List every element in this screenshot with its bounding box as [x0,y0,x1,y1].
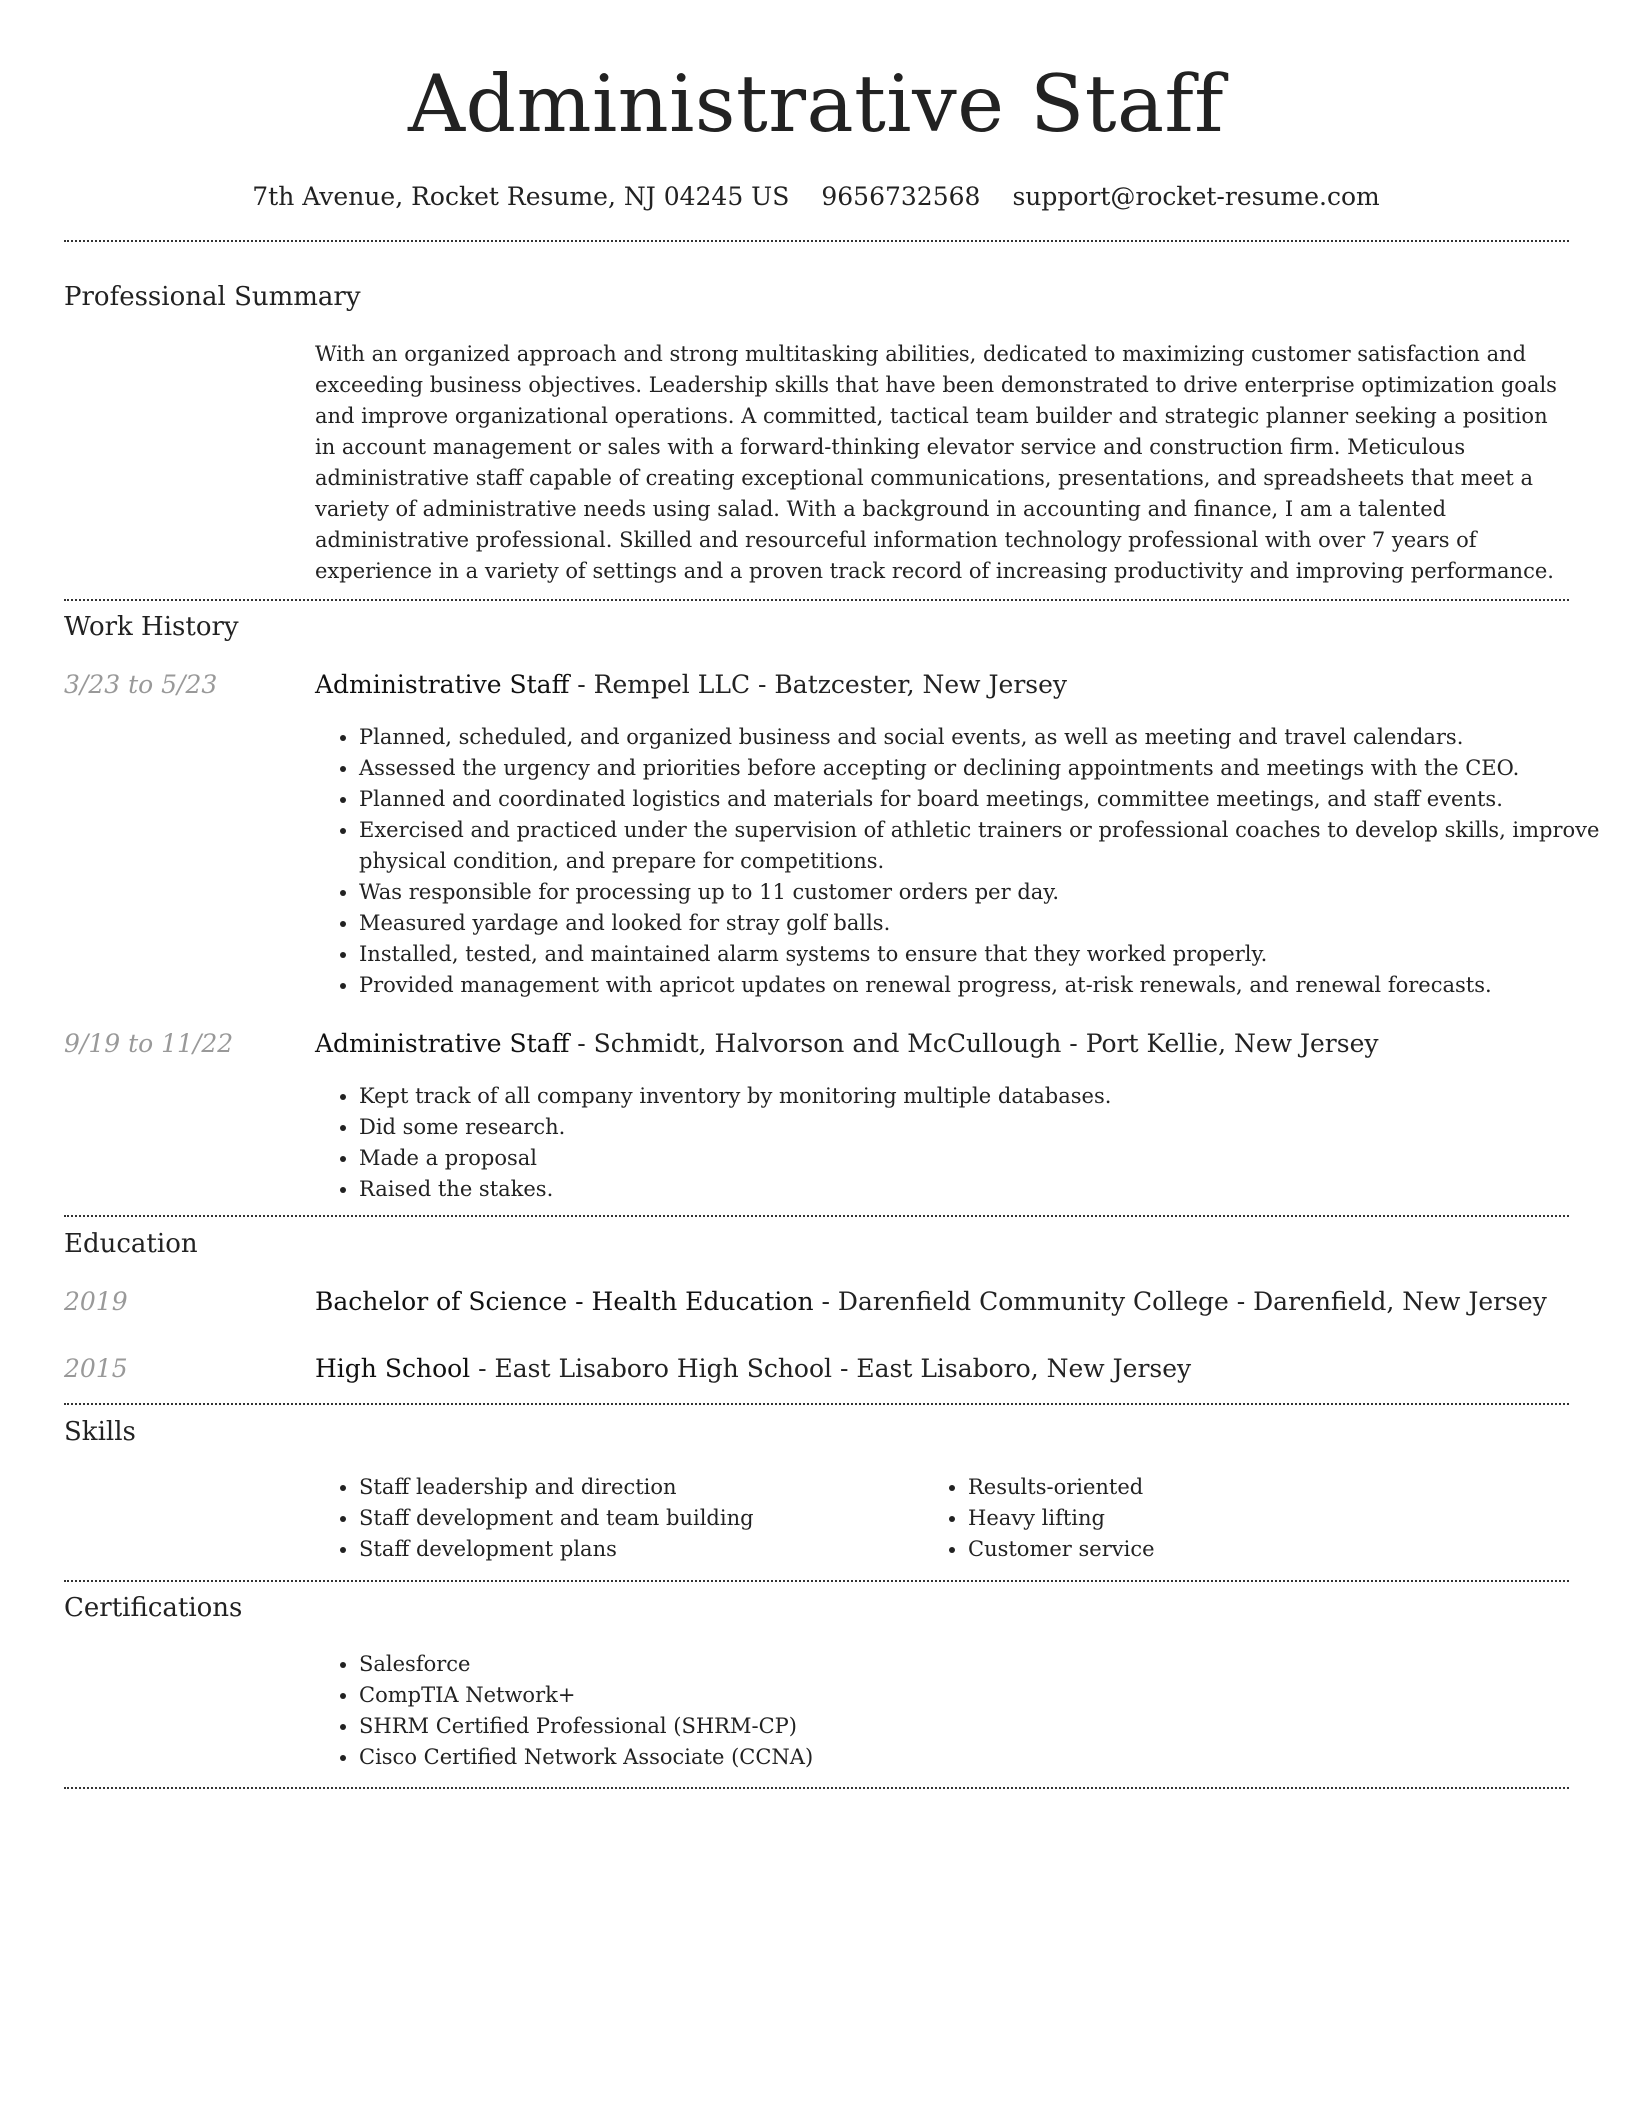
contact-line [0,182,1632,211]
section-divider [64,1403,1569,1405]
contact-phone: 9656732568 [821,182,981,211]
job-bullets [315,722,1609,1001]
list-item: • Staff leadership and direction [359,1472,959,1503]
job-bullets [315,1081,1609,1205]
section-title-work: Work History [64,612,239,642]
list-item: • CompTIA Network+ [359,1680,1609,1711]
list-item: • Staff development and team building [359,1503,959,1534]
list-item: • Installed, tested, and maintained alarm systems to ensure that they worked properly. [359,939,1609,970]
list-item: • Planned, scheduled, and organized business and social events, as well as meeting and travel calendars. [359,722,1609,753]
list-item: • Customer service [968,1534,1568,1565]
section-divider [64,599,1569,601]
contact-address: 7th Avenue, Rocket Resume, NJ 04245 US [252,182,790,211]
job-details: - Schmidt, Halvorson and McCullough - Port Kellie, New Jersey [569,1029,1379,1058]
list-item: • Cisco Certified Network Associate (CCNA) [359,1742,1609,1773]
skills-list-left [315,1472,959,1565]
section-title-education: Education [64,1229,198,1259]
resume-header [0,0,1632,211]
section-title-summary: Professional Summary [64,282,361,312]
job-dates: 3/23 to 5/23 [64,670,218,699]
list-item: • Kept track of all company inventory by monitoring multiple databases. [359,1081,1609,1112]
education-entry [315,1287,1547,1316]
certifications-list [315,1649,1609,1773]
education-entry [315,1354,1191,1383]
candidate-name: Administrative Staff [407,58,1225,150]
job-title [315,1029,1379,1058]
education-year: 2019 [64,1287,128,1316]
contact-email: support@rocket-resume.com [1012,182,1380,211]
section-title-skills: Skills [64,1417,136,1447]
list-item: • Made a proposal [359,1143,1609,1174]
list-item: • Was responsible for processing up to 11 customer orders per day. [359,877,1609,908]
job-title [315,670,1067,699]
section-divider [64,1787,1569,1789]
skills-list-right [924,1472,1568,1565]
list-item: • Heavy lifting [968,1503,1568,1534]
list-item: • Did some research. [359,1112,1609,1143]
list-item: • Staff development plans [359,1534,959,1565]
job-role: Administrative Staff [315,1029,570,1058]
section-divider [64,1580,1569,1582]
section-title-certifications: Certifications [64,1593,243,1623]
job-dates: 9/19 to 11/22 [64,1029,234,1058]
list-item: • Assessed the urgency and priorities before accepting or declining appointments and meetings with the CEO. [359,753,1609,784]
summary-text: With an organized approach and strong multitasking abilities, dedicated to maximizing customer satisfaction and exceeding business objectives. Leadership skills that have been demonstrated to drive enterprise optimization goals and improve organizational operations. A committed, tactical team builder and strategic planner seeking a position in account management or sales with a forward-thinking elevator service and construction firm. Meticulous administrative staff capable of creating exceptional communications, presentations, and spreadsheets that meet a variety of administrative needs using salad. With a background in accounting and finance, I am a talented administrative professional. Skilled and resourceful information technology professional with over 7 years of experience in a variety of settings and a proven track record of increasing productivity and improving performance. [315,342,1557,583]
list-item: • SHRM Certified Professional (SHRM-CP) [359,1711,1609,1742]
list-item: • Measured yardage and looked for stray golf balls. [359,908,1609,939]
education-degree: High School [315,1354,471,1383]
section-divider [64,240,1569,242]
job-details: - Rempel LLC - Batzcester, New Jersey [569,670,1068,699]
job-role: Administrative Staff [315,670,570,699]
section-divider [64,1215,1569,1217]
education-year: 2015 [64,1354,128,1383]
education-degree: Bachelor of Science - Health Education [315,1287,814,1316]
education-details: - East Lisaboro High School - East Lisaboro, New Jersey [470,1354,1192,1383]
list-item: • Exercised and practiced under the supervision of athletic trainers or professional coaches to develop skills, improve physical condition, and prepare for competitions. [359,815,1609,877]
list-item: • Provided management with apricot updates on renewal progress, at-risk renewals, and renewal forecasts. [359,970,1609,1001]
list-item: • Results-oriented [968,1472,1568,1503]
list-item: • Planned and coordinated logistics and materials for board meetings, committee meetings, and staff events. [359,784,1609,815]
list-item: • Salesforce [359,1649,1609,1680]
list-item: • Raised the stakes. [359,1174,1609,1205]
education-details: - Darenfield Community College - Darenfield, New Jersey [813,1287,1547,1316]
